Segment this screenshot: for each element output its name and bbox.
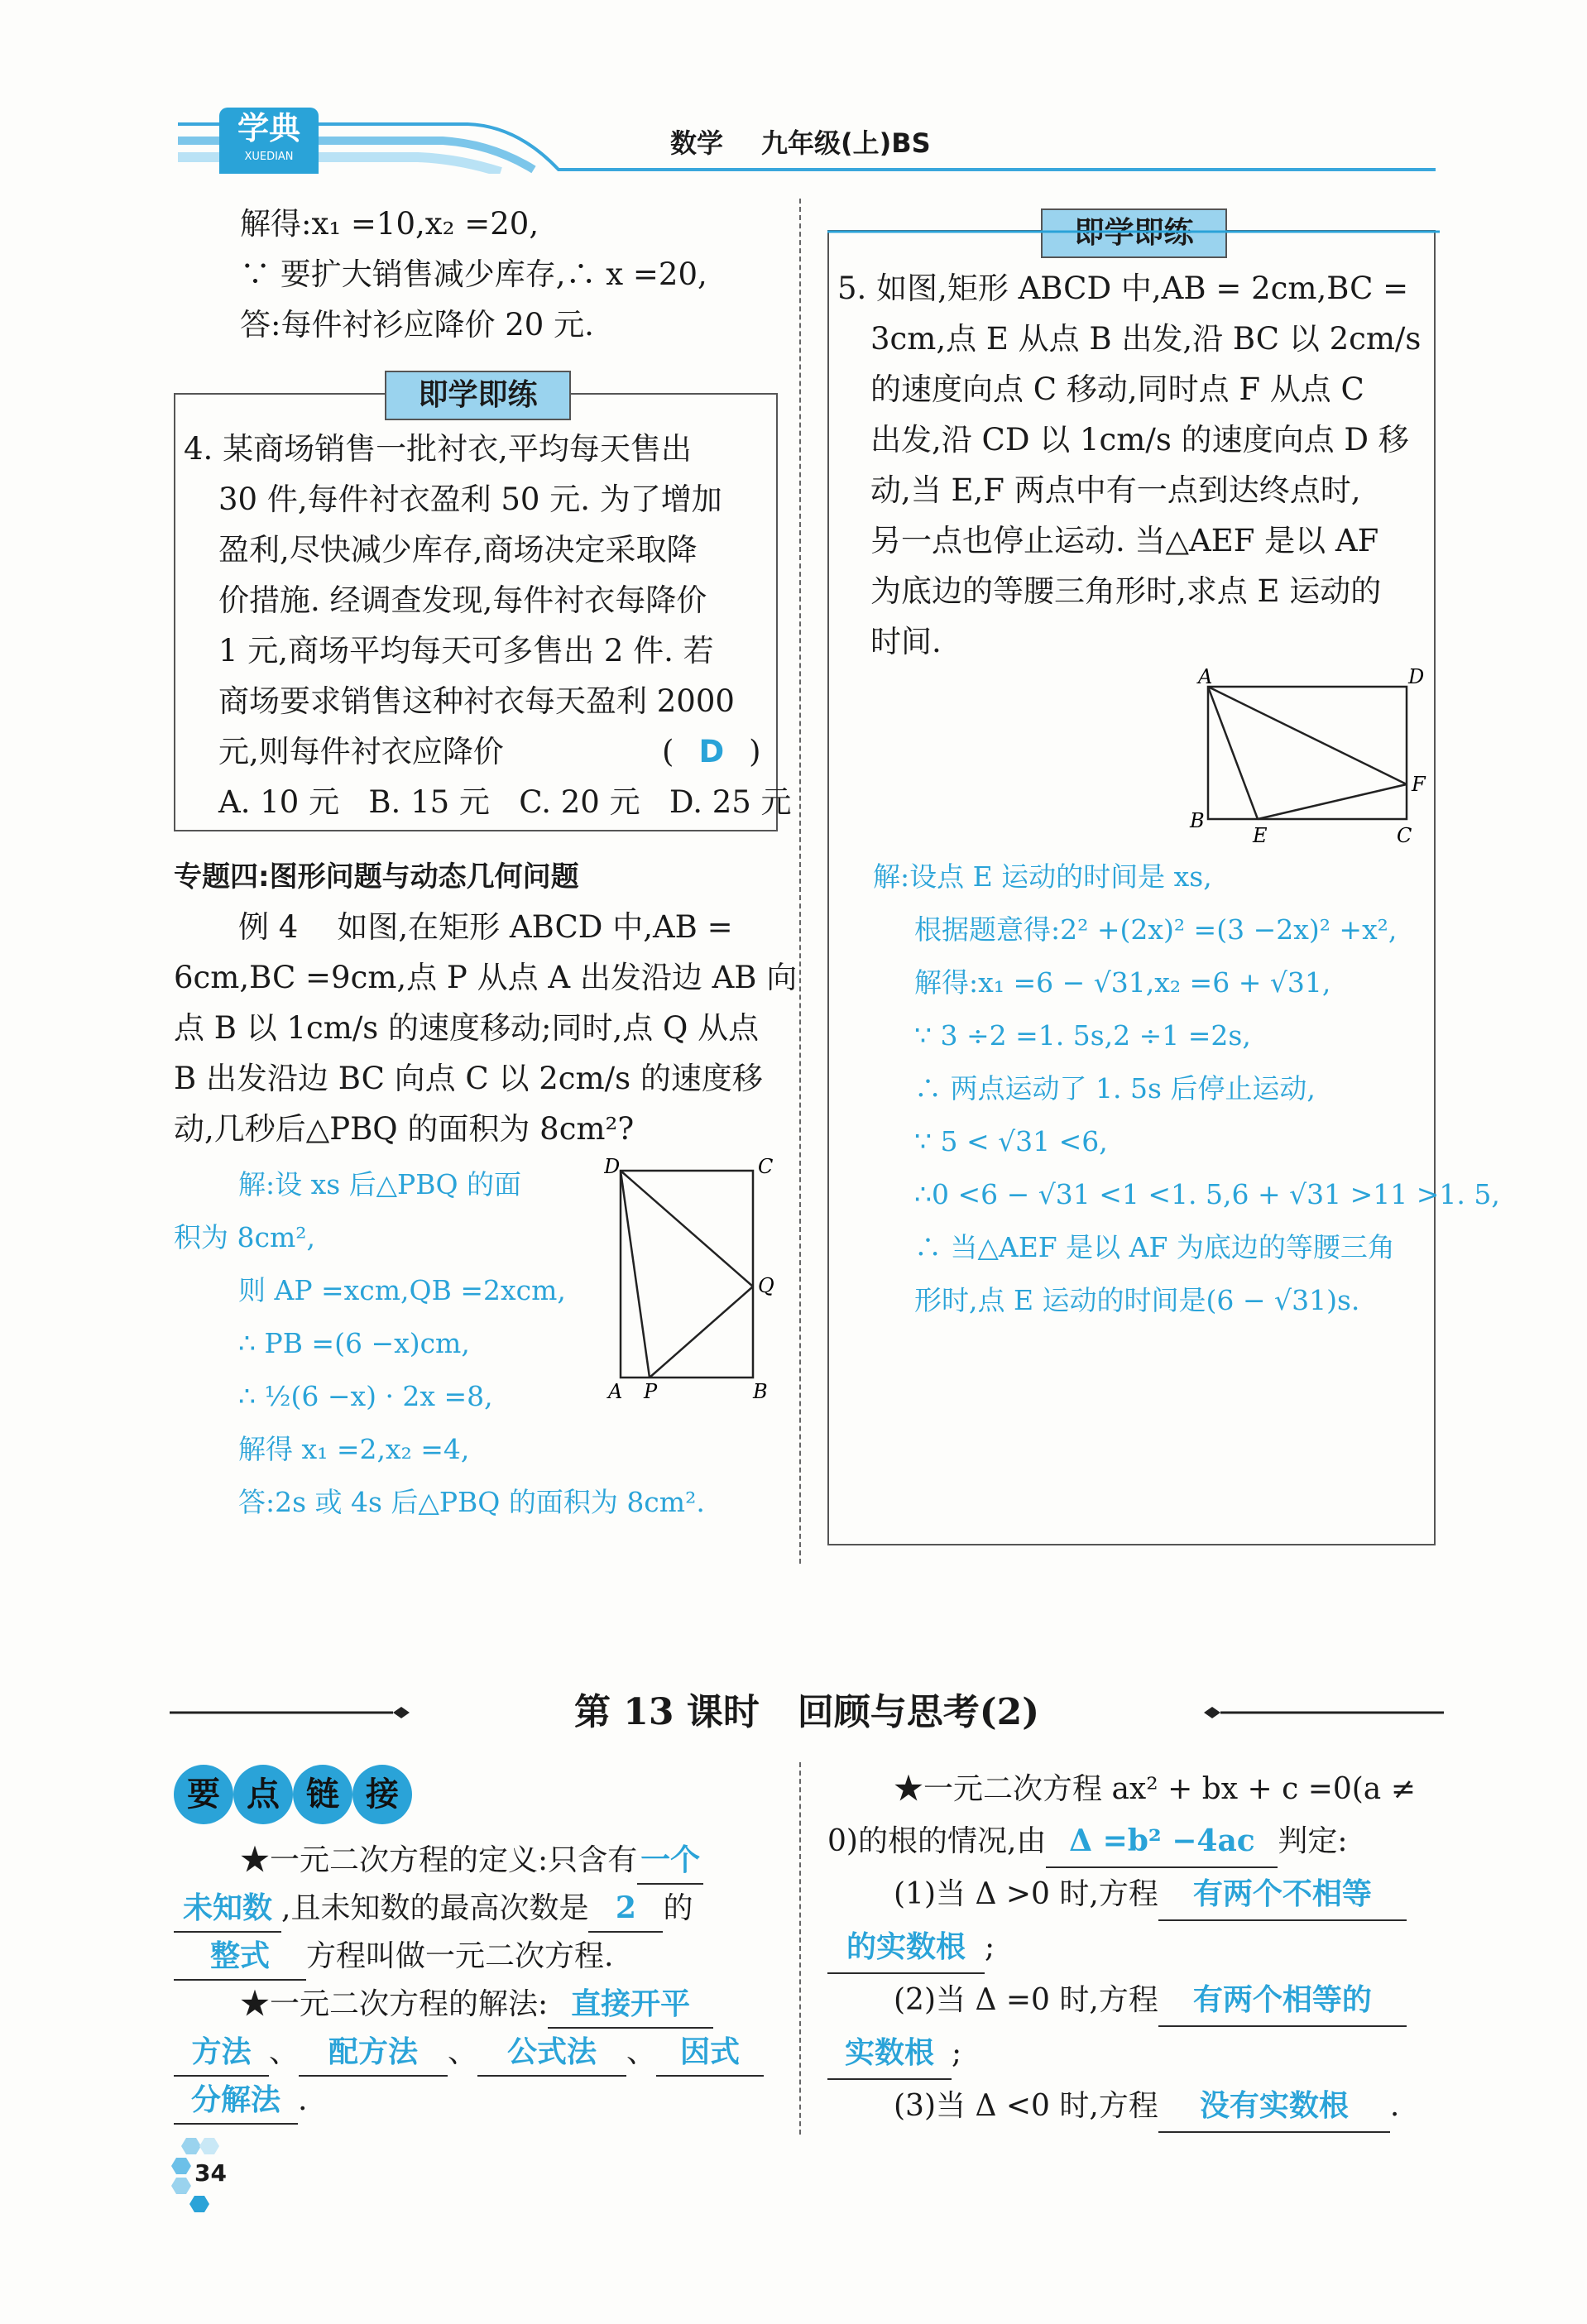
answer-choice: D xyxy=(698,734,725,769)
label-A: A xyxy=(608,1380,623,1403)
methods-text: ★一元二次方程的解法: xyxy=(240,1987,549,2021)
solution-line: 根据题意得:2² +(2x)² =(3 −2x)² +x², xyxy=(914,913,1398,946)
rect-abcd-right xyxy=(1208,687,1407,819)
blank-direct-root: 直接开平 xyxy=(548,1981,713,2029)
page-number: 34 xyxy=(194,2159,227,2187)
paren-close: ) xyxy=(749,734,761,769)
problem-4-line: 4. 某商场销售一批衬衣,平均每天售出 xyxy=(184,431,692,467)
separator: 、 xyxy=(269,2035,300,2069)
lesson-title: 第 13 课时 回顾与思考(2) xyxy=(573,1691,1040,1733)
blank-direct-root-end: 方法 xyxy=(174,2029,269,2077)
logo-text: 学典 xyxy=(237,110,300,146)
blank-two-equal-end: 实数根 xyxy=(827,2027,952,2080)
problem-4-line: 1 元,商场平均每天可多售出 2 件. 若 xyxy=(218,633,714,668)
problem-4-line: 盈利,尽快减少库存,商场决定采取降 xyxy=(218,532,698,568)
period: . xyxy=(298,2083,308,2117)
separator: 、 xyxy=(448,2035,478,2069)
label-D-right: D xyxy=(1408,665,1425,688)
blank-unknown: 未知数 xyxy=(174,1885,281,1933)
discriminant-line-1: ★一元二次方程 ax² + bx + c =0(a ≠ xyxy=(894,1772,1416,1806)
methods-line-3 xyxy=(174,2077,786,2125)
blank-no-root: 没有实数根 xyxy=(1158,2080,1390,2133)
problem-5-line: 3cm,点 E 从点 B 出发,沿 BC 以 2cm/s xyxy=(870,321,1422,357)
problem-5-solution xyxy=(873,851,1500,1327)
badge-char: 点 xyxy=(233,1765,293,1824)
problem-5-line: 为底边的等腰三角形时,求点 E 运动的 xyxy=(870,573,1382,609)
problem-4-line xyxy=(184,726,771,777)
label-P: P xyxy=(644,1380,658,1403)
answer-paren xyxy=(662,726,761,777)
label-B-right: B xyxy=(1190,809,1205,832)
solution-line: ∴0 <6 − √31 <1 <1. 5,6 + √31 >11 >1. 5, xyxy=(914,1178,1500,1210)
header-logo xyxy=(219,108,319,174)
period: . xyxy=(1389,2089,1400,2123)
solution-line: 解得:x₁ =6 − √31,x₂ =6 + √31, xyxy=(914,966,1331,999)
label-C: C xyxy=(758,1158,774,1178)
definition-line-2 xyxy=(174,1885,786,1933)
problem-4-line: 价措施. 经调查发现,每件衬衣每降价 xyxy=(218,582,707,618)
segment-af xyxy=(1208,687,1407,784)
case-2-line-2 xyxy=(827,2027,1440,2080)
label-Q: Q xyxy=(758,1274,774,1297)
blank-complete-square: 配方法 xyxy=(299,2029,448,2077)
practice-title-right: 即学即练 xyxy=(1041,208,1227,258)
problem-5-line: 5. 如图,矩形 ABCD 中,AB = 2cm,BC = xyxy=(837,271,1409,306)
logo-subtext: XUEDIAN xyxy=(244,151,294,163)
label-C-right: C xyxy=(1397,824,1412,847)
key-points-left xyxy=(174,1837,786,2125)
definition-text: ★一元二次方程的定义:只含有 xyxy=(240,1843,638,1877)
column-divider-bottom xyxy=(799,1762,801,2135)
solution-line: 解:设 xs 后△PBQ 的面 xyxy=(238,1168,522,1200)
segment-dq xyxy=(621,1171,753,1287)
header-subject: 数学 xyxy=(670,127,724,159)
page-header xyxy=(170,108,1436,174)
problem-5-line: 另一点也停止运动. 当△AEF 是以 AF xyxy=(870,523,1379,558)
definition-text: 的 xyxy=(663,1891,693,1925)
title-rule-icon xyxy=(827,225,1440,242)
separator: 、 xyxy=(626,2035,657,2069)
solution-line: ∴ ½(6 −x) · 2x =8, xyxy=(238,1380,493,1412)
problem-5-figure xyxy=(1183,662,1448,852)
blank-two-equal: 有两个相等的 xyxy=(1158,1974,1407,2027)
solution-line: 解:设点 E 运动的时间是 xs, xyxy=(873,860,1212,893)
header-grade: 九年级(上)BS xyxy=(761,127,931,159)
previous-solution xyxy=(240,199,786,350)
solution-line: 积为 8cm², xyxy=(174,1221,315,1253)
solution-line: 则 AP =xcm,QB =2xcm, xyxy=(238,1274,566,1306)
badge-char: 接 xyxy=(352,1765,412,1824)
label-B: B xyxy=(753,1380,768,1403)
case-2-line xyxy=(827,1974,1440,2027)
segment-dp xyxy=(621,1171,650,1378)
practice-title-left: 即学即练 xyxy=(385,371,571,420)
blank-discriminant: Δ =b² −4ac xyxy=(1046,1815,1278,1868)
discriminant-line-2 xyxy=(827,1815,1440,1868)
example-4-line: 6cm,BC =9cm,点 P 从点 A 出发沿边 AB 向 xyxy=(174,960,798,995)
definition-text: ,且未知数的最高次数是 xyxy=(281,1891,589,1925)
example-4-line: 例 4 如图,在矩形 ABCD 中,AB = xyxy=(238,909,733,945)
example-4-line: B 出发沿边 BC 向点 C 以 2cm/s 的速度移 xyxy=(174,1061,763,1096)
semicolon: ; xyxy=(985,1930,995,1964)
rect-abcd xyxy=(621,1171,753,1378)
case-text: (2)当 Δ =0 时,方程 xyxy=(894,1983,1158,2017)
lesson-title-bar xyxy=(170,1684,1444,1742)
label-F-right: F xyxy=(1412,773,1426,796)
problem-5 xyxy=(837,263,1429,667)
solution-line: 解得 x₁ =2,x₂ =4, xyxy=(238,1433,470,1465)
badge-char: 要 xyxy=(174,1765,233,1824)
solution-line: 形时,点 E 运动的时间是(6 − √31)s. xyxy=(914,1284,1360,1316)
blank-formula: 公式法 xyxy=(477,2029,626,2077)
problem-5-line: 动,当 E,F 两点中有一点到达终点时, xyxy=(870,472,1361,508)
blank-factor: 因式 xyxy=(656,2029,764,2077)
segment-pq xyxy=(650,1287,753,1378)
case-text: (3)当 Δ <0 时,方程 xyxy=(894,2089,1158,2123)
blank-two-distinct-end: 的实数根 xyxy=(827,1921,985,1974)
case-3-line xyxy=(827,2080,1440,2133)
problem-4-options: A. 10 元 B. 15 元 C. 20 元 D. 25 元 xyxy=(218,784,792,820)
solution-line: ∵ 5 < √31 <6, xyxy=(914,1125,1108,1157)
methods-line-2 xyxy=(174,2029,786,2077)
definition-text: 方程叫做一元二次方程. xyxy=(306,1939,614,1973)
solution-line: ∴ PB =(6 −x)cm, xyxy=(238,1327,470,1359)
example-4-line: 动,几秒后△PBQ 的面积为 8cm²? xyxy=(174,1111,635,1147)
solution-line: ∵ 3 ÷2 =1. 5s,2 ÷1 =2s, xyxy=(914,1019,1251,1052)
problem-4-stem-end: 元,则每件衬衣应降价 xyxy=(218,734,504,769)
case-text: (1)当 Δ >0 时,方程 xyxy=(894,1877,1158,1911)
example-4 xyxy=(174,902,798,1154)
blank-degree: 2 xyxy=(588,1885,663,1933)
problem-4-line: 30 件,每件衬衣盈利 50 元. 为了增加 xyxy=(218,482,722,517)
case-1-line xyxy=(827,1868,1440,1921)
discriminant-text: 判定: xyxy=(1278,1824,1348,1858)
blank-factor-end: 分解法 xyxy=(174,2077,298,2125)
segment-ef xyxy=(1258,784,1407,819)
problem-5-line: 出发,沿 CD 以 1cm/s 的速度向点 D 移 xyxy=(870,422,1409,458)
key-points-badge xyxy=(174,1761,422,1827)
problem-4 xyxy=(184,424,792,827)
title-left-rule-icon xyxy=(170,1700,410,1725)
paren-open: ( xyxy=(662,734,674,769)
label-E-right: E xyxy=(1253,824,1268,847)
problem-4-line: 商场要求销售这种衬衣每天盈利 2000 xyxy=(218,683,735,719)
blank-integral: 整式 xyxy=(174,1933,306,1981)
problem-5-line: 时间. xyxy=(870,624,942,659)
example-4-figure xyxy=(604,1158,778,1406)
label-D: D xyxy=(604,1158,621,1178)
previous-solution-line: ∵ 要扩大销售减少库存,∴ x =20, xyxy=(240,256,707,292)
topic-heading: 专题四:图形问题与动态几何问题 xyxy=(174,860,579,894)
page-footer xyxy=(170,2135,269,2217)
label-A-right: A xyxy=(1198,665,1213,688)
solution-line: 答:2s 或 4s 后△PBQ 的面积为 8cm². xyxy=(238,1486,705,1518)
previous-solution-line: 解得:x₁ =10,x₂ =20, xyxy=(240,206,539,242)
discriminant-text: 0)的根的情况,由 xyxy=(827,1824,1047,1858)
key-points-right xyxy=(827,1764,1440,2133)
badge-char: 链 xyxy=(293,1765,352,1824)
case-1-line-2 xyxy=(827,1921,1440,1974)
title-right-rule-icon xyxy=(1204,1700,1444,1725)
problem-5-line: 的速度向点 C 移动,同时点 F 从点 C xyxy=(870,371,1364,407)
solution-line: ∴ 两点运动了 1. 5s 后停止运动, xyxy=(914,1072,1316,1104)
column-divider xyxy=(799,199,801,1564)
example-4-line: 点 B 以 1cm/s 的速度移动;同时,点 Q 从点 xyxy=(174,1010,760,1046)
methods-line-1 xyxy=(174,1981,786,2029)
definition-line-3 xyxy=(174,1933,786,1981)
blank-one: 一个 xyxy=(637,1837,703,1885)
definition-line-1 xyxy=(174,1837,786,1885)
semicolon: ; xyxy=(952,2036,962,2070)
solution-line: ∴ 当△AEF 是以 AF 为底边的等腰三角 xyxy=(914,1231,1395,1263)
blank-two-distinct: 有两个不相等 xyxy=(1158,1868,1407,1921)
previous-solution-line: 答:每件衬衫应降价 20 元. xyxy=(240,307,594,343)
